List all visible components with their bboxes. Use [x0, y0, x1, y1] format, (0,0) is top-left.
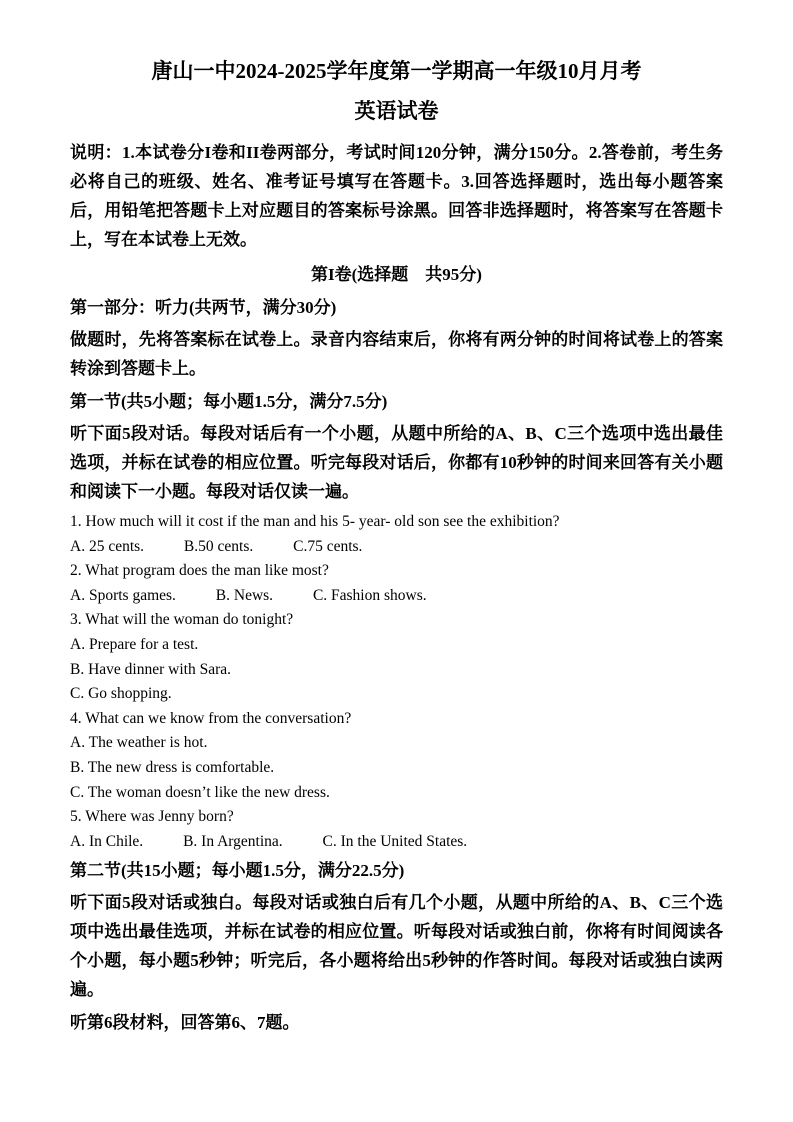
question-5-option-c: C. In the United States.: [322, 832, 468, 850]
section1-header: 第一节(共5小题；每小题1.5分，满分7.5分): [70, 392, 388, 411]
question-4: [70, 707, 723, 805]
question-2-option-a: A. Sports games.: [70, 586, 176, 604]
section2-instructions: 听下面5段对话或独白。每段对话或独白后有几个小题，从题中所给的A、B、C三个选项中选出最佳选项，并标在试卷的相应位置。听每段对话或独白前，你将有时间阅读各个小题，每小题5秒钟；听完后，各小题将给出5秒钟的作答时间。每段对话或独白读两遍。: [70, 893, 723, 1000]
question-5-option-b: B. In Argentina.: [183, 832, 283, 850]
question-5: [70, 805, 723, 854]
question-4-option-c: C. The woman doesn’t like the new dress.: [70, 783, 330, 801]
question-3: [70, 608, 723, 706]
question-3-option-a: A. Prepare for a test.: [70, 635, 199, 653]
question-4-option-a: A. The weather is hot.: [70, 734, 208, 752]
question-1-option-a: A. 25 cents.: [70, 537, 145, 555]
question-5-option-a: A. In Chile.: [70, 832, 144, 850]
question-1-stem: 1. How much will it cost if the man and his 5- year- old son see the exhibition?: [70, 513, 560, 530]
section2-header: 第二节(共15小题；每小题1.5分，满分22.5分): [70, 861, 405, 881]
question-3-stem: 3. What will the woman do tonight?: [70, 611, 294, 629]
listening-questions: [70, 510, 723, 854]
question-1-option-c: C.75 cents.: [293, 537, 363, 555]
question-2-stem: 2. What program does the man like most?: [70, 562, 329, 580]
question-2-options: [70, 584, 723, 609]
part1-note: 做题时，先将答案标在试卷上。录音内容结束后，你将有两分钟的时间将试卷上的答案转涂到答题卡上。: [70, 330, 723, 378]
part1-header: 第一部分：听力(共两节，满分30分): [70, 298, 337, 317]
paper-subtitle: 英语试卷: [354, 99, 439, 123]
question-2-option-c: C. Fashion shows.: [312, 586, 427, 604]
question-1-option-b: B.50 cents.: [183, 537, 254, 555]
question-5-options: [70, 830, 723, 855]
material-note: 听第6段材料，回答第6、7题。: [70, 1013, 300, 1033]
question-1: [70, 510, 723, 559]
question-4-option-b: B. The new dress is comfortable.: [70, 758, 275, 776]
question-3-option-b: B. Have dinner with Sara.: [70, 660, 231, 678]
question-4-stem: 4. What can we know from the conversation?: [70, 709, 352, 727]
section1-instructions: 听下面5段对话。每段对话后有一个小题，从题中所给的A、B、C三个选项中选出最佳选项，并标在试卷的相应位置。听完每段对话后，你都有10秒钟的时间来回答有关小题和阅读下一小题。每段对话仅读一遍。: [70, 424, 723, 501]
question-5-stem: 5. Where was Jenny born?: [70, 808, 234, 826]
question-2: [70, 559, 723, 608]
exam-instructions: 说明：1.本试卷分I卷和II卷两部分，考试时间120分钟，满分150分。2.答卷前，考生务必将自己的班级、姓名、准考证号填写在答题卡。3.回答选择题时，选出每小题答案后，用铅笔把答题卡上对应题目的答案标号涂黑。回答非选择题时，将答案写在答题卡上，写在本试卷上无效。: [70, 143, 723, 249]
paper-title: 唐山一中2024-2025学年度第一学期高一年级10月月考: [151, 59, 642, 83]
question-1-options: [70, 535, 723, 560]
volume1-header: 第I卷(选择题 共95分): [311, 265, 482, 284]
question-2-option-b: B. News.: [215, 586, 274, 604]
question-3-option-c: C. Go shopping.: [70, 685, 172, 703]
